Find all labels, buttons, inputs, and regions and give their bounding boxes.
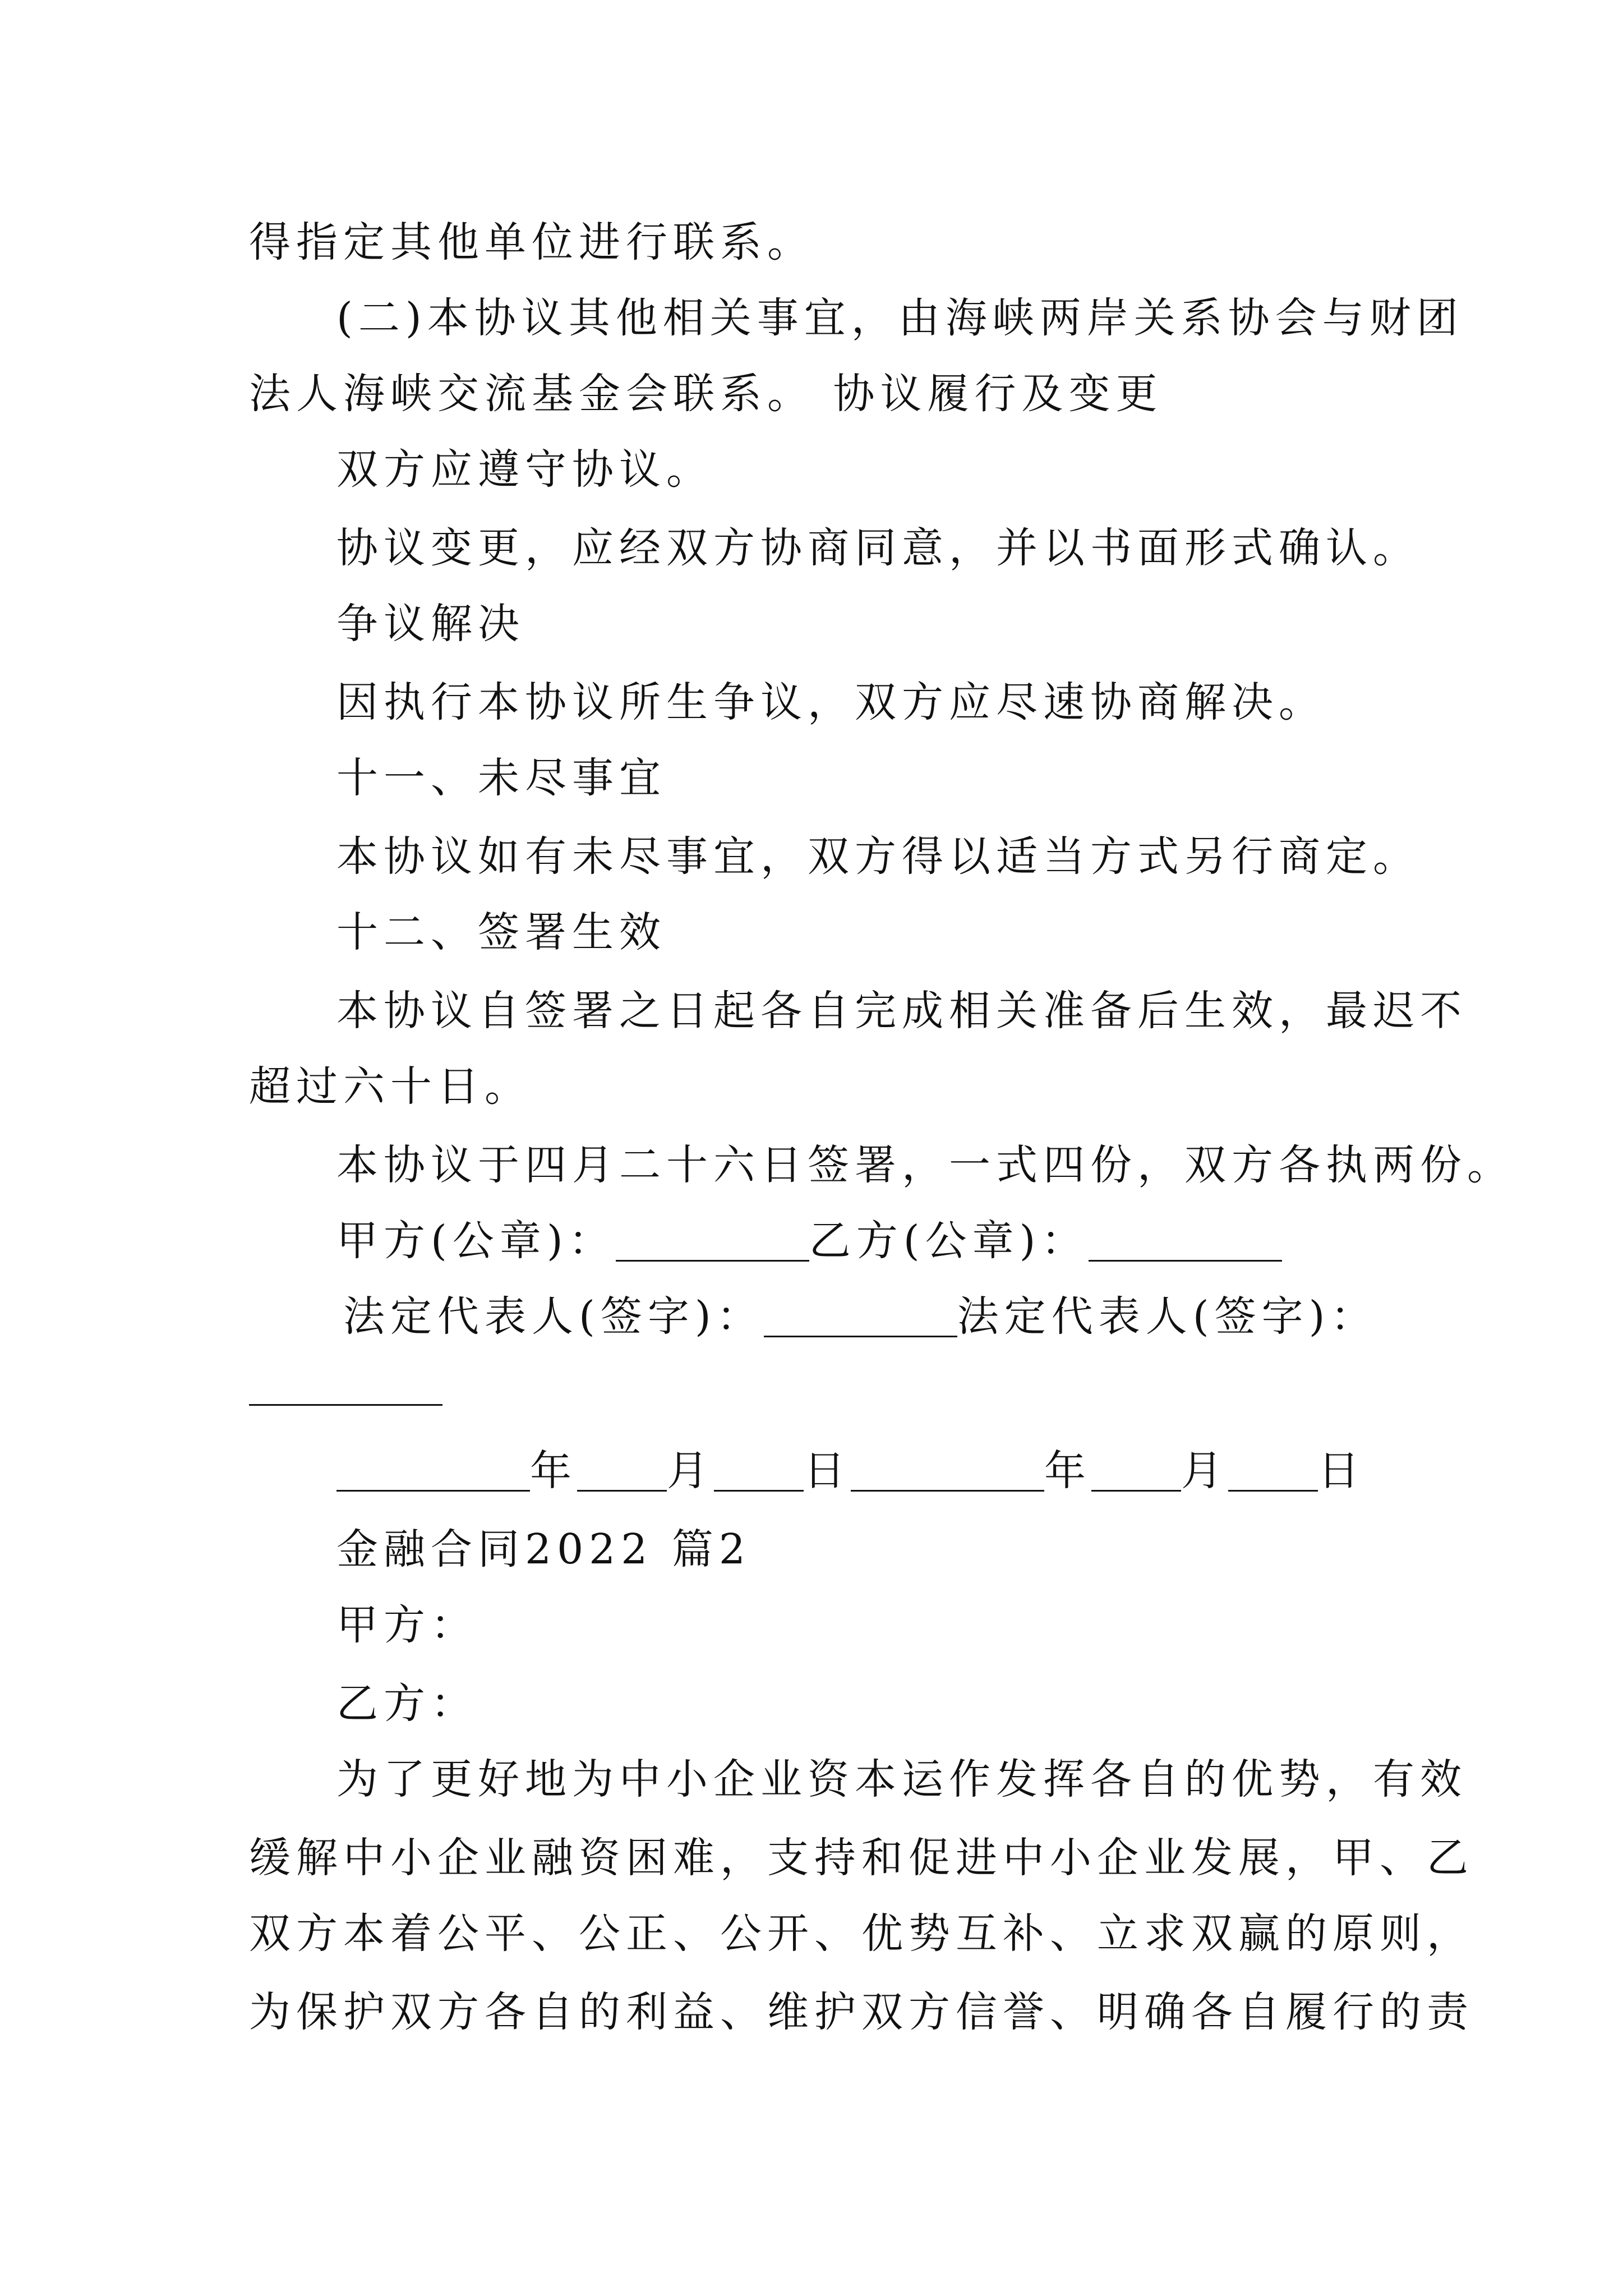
rep-a-blank [764, 1296, 957, 1337]
month-label: 月 [1181, 1447, 1228, 1495]
month-label: 月 [667, 1447, 714, 1495]
text-line: 本协议自签署之日起各自完成相关准备后生效，最迟不 [336, 987, 1467, 1035]
section-heading: 争议解决 [336, 600, 525, 648]
section-title: 金融合同2022 篇2 [336, 1525, 751, 1573]
party-a-seal-label: 甲方(公章)： [336, 1217, 616, 1265]
text-line: 得指定其他单位进行联系。 [249, 218, 814, 266]
text-line: 协议变更，应经双方协商同意，并以书面形式确认。 [336, 524, 1420, 572]
representative-line [343, 1292, 1378, 1341]
seal-line [336, 1217, 1282, 1265]
text-line: 本协议如有未尽事宜，双方得以适当方式另行商定。 [336, 832, 1420, 881]
date-line [336, 1447, 1365, 1495]
rep-b-blank [249, 1404, 442, 1406]
section-heading: 十二、签署生效 [336, 908, 666, 956]
paragraph-line: 双方本着公平、公正、公开、优势互补、立求双赢的原则， [249, 1910, 1474, 1958]
text-line: 双方应遵守协议。 [336, 445, 713, 494]
year-label: 年 [530, 1447, 577, 1495]
month-b-blank [1091, 1451, 1181, 1492]
day-a-blank [714, 1451, 804, 1492]
paragraph-line: 为了更好地为中小企业资本运作发挥各自的优势，有效 [336, 1755, 1467, 1803]
rep-b-label: 法定代表人(签字)： [957, 1292, 1378, 1341]
paragraph-line: 缓解中小企业融资困难，支持和促进中小企业发展，甲、乙 [249, 1834, 1474, 1882]
month-a-blank [577, 1451, 667, 1492]
year-b-blank [851, 1451, 1044, 1492]
party-b-label: 乙方： [336, 1680, 478, 1728]
day-label: 日 [1318, 1447, 1365, 1495]
party-b-seal-label: 乙方(公章)： [809, 1217, 1089, 1265]
party-a-seal-blank [616, 1221, 809, 1262]
year-a-blank [336, 1451, 530, 1492]
party-b-seal-blank [1089, 1221, 1282, 1262]
day-b-blank [1228, 1451, 1318, 1492]
year-label: 年 [1044, 1447, 1091, 1495]
party-a-label: 甲方： [336, 1601, 478, 1649]
day-label: 日 [804, 1447, 851, 1495]
text-line: 因执行本协议所生争议，双方应尽速协商解决。 [336, 678, 1326, 726]
text-line: (二)本协议其他相关事宜，由海峡两岸关系协会与财团 [336, 294, 1464, 342]
paragraph-line: 为保护双方各自的利益、维护双方信誉、明确各自履行的责 [249, 1988, 1474, 2036]
text-line: 本协议于四月二十六日签署，一式四份，双方各执两份。 [336, 1141, 1514, 1189]
text-line: 超过六十日。 [249, 1062, 532, 1111]
section-heading: 十一、未尽事宜 [336, 754, 666, 802]
rep-a-label: 法定代表人(签字)： [343, 1292, 764, 1341]
text-line: 法人海峡交流基金会联系。 协议履行及变更 [249, 370, 1163, 418]
